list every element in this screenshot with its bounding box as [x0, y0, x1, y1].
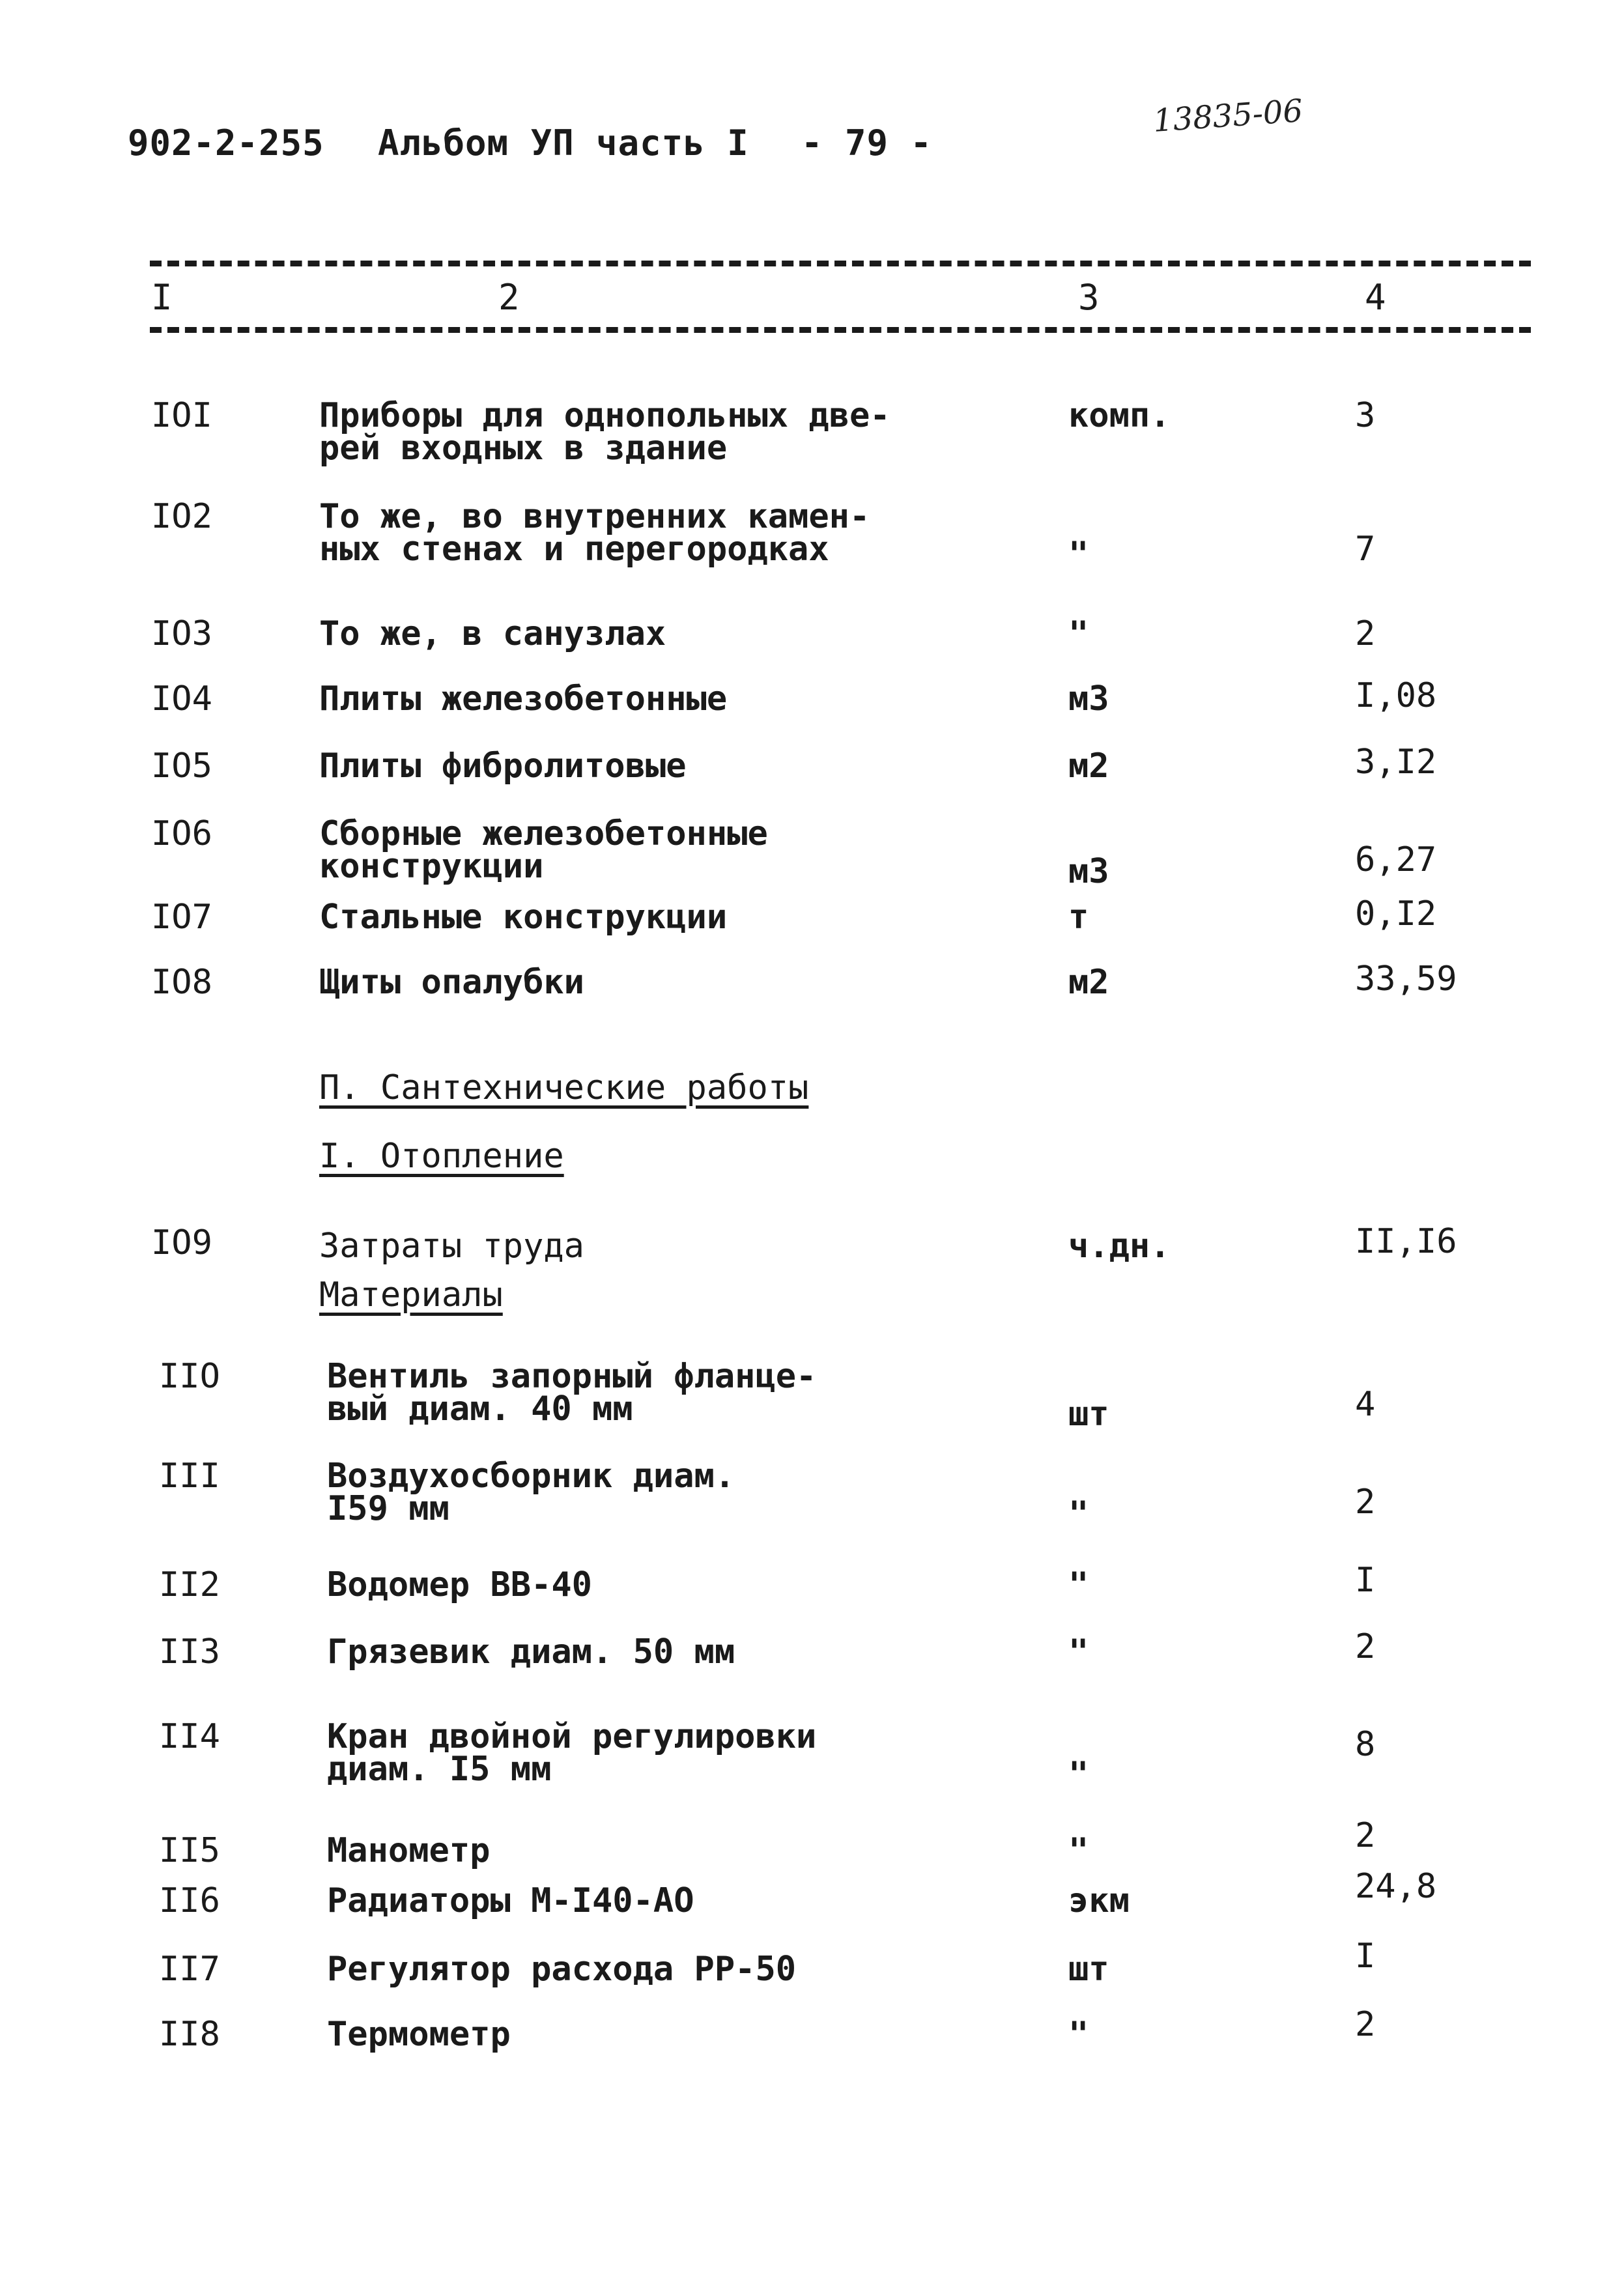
col-header-4: 4: [1365, 277, 1386, 318]
row-number: IO8: [151, 963, 212, 1002]
section-title: П. Сантехнические работы: [319, 1068, 809, 1107]
album-title: Альбом УП часть I: [378, 122, 749, 164]
row-unit: ": [1068, 1494, 1089, 1533]
header-rule-bottom: [150, 327, 1531, 333]
row-number: II8: [159, 2015, 220, 2054]
row-unit: комп.: [1068, 396, 1171, 435]
row-unit: т: [1068, 898, 1089, 937]
row-unit: ": [1068, 1831, 1089, 1870]
row-number: IO5: [151, 747, 212, 786]
row-item-name: Плиты железобетонные: [319, 679, 728, 719]
row-item-name: Грязевик диам. 50 мм: [327, 1632, 735, 1672]
row-quantity: 3,I2: [1355, 743, 1437, 782]
row-unit: м2: [1068, 963, 1109, 1002]
row-item-name: I59 мм: [327, 1489, 449, 1528]
row-item-name: Воздухосборник диам.: [327, 1457, 735, 1496]
row-quantity: 2: [1355, 614, 1376, 653]
col-header-3: 3: [1078, 277, 1100, 318]
row-item-name: конструкции: [319, 847, 544, 886]
row-quantity: 0,I2: [1355, 894, 1437, 933]
row-number: IO6: [151, 814, 212, 853]
header-rule-top: [150, 261, 1531, 266]
row-item-name: То же, во внутренних камен-: [319, 497, 870, 536]
row-item-name: Водомер ВВ-40: [327, 1565, 592, 1604]
labor-row-qty: II,I6: [1355, 1222, 1457, 1261]
row-item-name: Стальные конструкции: [319, 898, 728, 937]
row-item-name: Плиты фибролитовые: [319, 747, 687, 786]
row-quantity: 2: [1355, 1627, 1376, 1666]
row-number: II6: [159, 1881, 220, 1920]
row-number: IO2: [151, 497, 212, 536]
materials-title: Материалы: [319, 1275, 503, 1315]
row-unit: ": [1068, 1755, 1089, 1794]
row-item-name: Радиаторы М-I40-АО: [327, 1881, 694, 1920]
row-item-name: Манометр: [327, 1831, 491, 1870]
row-number: IO7: [151, 898, 212, 937]
row-unit: шт: [1068, 1395, 1109, 1434]
row-item-name: ных стенах и перегородках: [319, 530, 829, 569]
doc-code: 902-2-255: [128, 122, 324, 164]
subsection-title: I. Отопление: [319, 1137, 564, 1176]
row-unit: м3: [1068, 679, 1109, 719]
row-quantity: 33,59: [1355, 960, 1457, 999]
row-number: II5: [159, 1831, 220, 1870]
row-quantity: I: [1355, 1937, 1376, 1976]
row-item-name: Сборные железобетонные: [319, 814, 768, 853]
labor-row-name: Затраты труда: [319, 1227, 584, 1266]
row-quantity: I: [1355, 1561, 1376, 1600]
row-number: II2: [159, 1565, 220, 1604]
row-number: II3: [159, 1632, 220, 1672]
row-unit: ": [1068, 2015, 1089, 2054]
row-item-name: Термометр: [327, 2015, 511, 2054]
row-item-name: рей входных в здание: [319, 429, 728, 468]
row-number: IIO: [159, 1357, 220, 1396]
row-number: II4: [159, 1717, 220, 1756]
row-quantity: 8: [1355, 1725, 1376, 1764]
row-item-name: Приборы для однопольных две-: [319, 396, 890, 435]
row-item-name: Щиты опалубки: [319, 963, 584, 1002]
row-unit: м3: [1068, 852, 1109, 891]
row-item-name: Вентиль запорный фланце-: [327, 1357, 817, 1396]
row-number: IO3: [151, 614, 212, 653]
row-unit: ": [1068, 1632, 1089, 1672]
handwritten-code: 13835-06: [1152, 92, 1304, 139]
row-number: III: [159, 1457, 220, 1496]
col-header-2: 2: [498, 277, 520, 318]
row-quantity: 3: [1355, 396, 1376, 435]
labor-row-unit: ч.дн.: [1068, 1227, 1171, 1266]
row-quantity: 2: [1355, 1483, 1376, 1522]
row-unit: шт: [1068, 1950, 1109, 1989]
row-quantity: 4: [1355, 1385, 1376, 1424]
row-quantity: 2: [1355, 2005, 1376, 2044]
row-item-name: То же, в санузлах: [319, 614, 666, 653]
row-number: II7: [159, 1950, 220, 1989]
row-unit: м2: [1068, 747, 1109, 786]
page-number: - 79 -: [801, 122, 933, 164]
row-quantity: I,08: [1355, 676, 1437, 715]
row-unit: экм: [1068, 1881, 1130, 1920]
row-item-name: Кран двойной регулировки: [327, 1717, 817, 1756]
row-quantity: 7: [1355, 530, 1376, 569]
row-quantity: 24,8: [1355, 1867, 1437, 1906]
row-item-name: вый диам. 40 мм: [327, 1389, 633, 1429]
row-quantity: 6,27: [1355, 840, 1437, 879]
row-item-name: диам. I5 мм: [327, 1750, 552, 1789]
row-quantity: 2: [1355, 1816, 1376, 1855]
row-item-name: Регулятор расхода РР-50: [327, 1950, 797, 1989]
col-header-1: I: [151, 277, 173, 318]
row-number: IO4: [151, 679, 212, 719]
row-number: IOI: [151, 396, 212, 435]
row-unit: ": [1068, 535, 1089, 574]
row-unit: ": [1068, 614, 1089, 653]
labor-row-num: IO9: [151, 1223, 212, 1262]
row-unit: ": [1068, 1565, 1089, 1604]
